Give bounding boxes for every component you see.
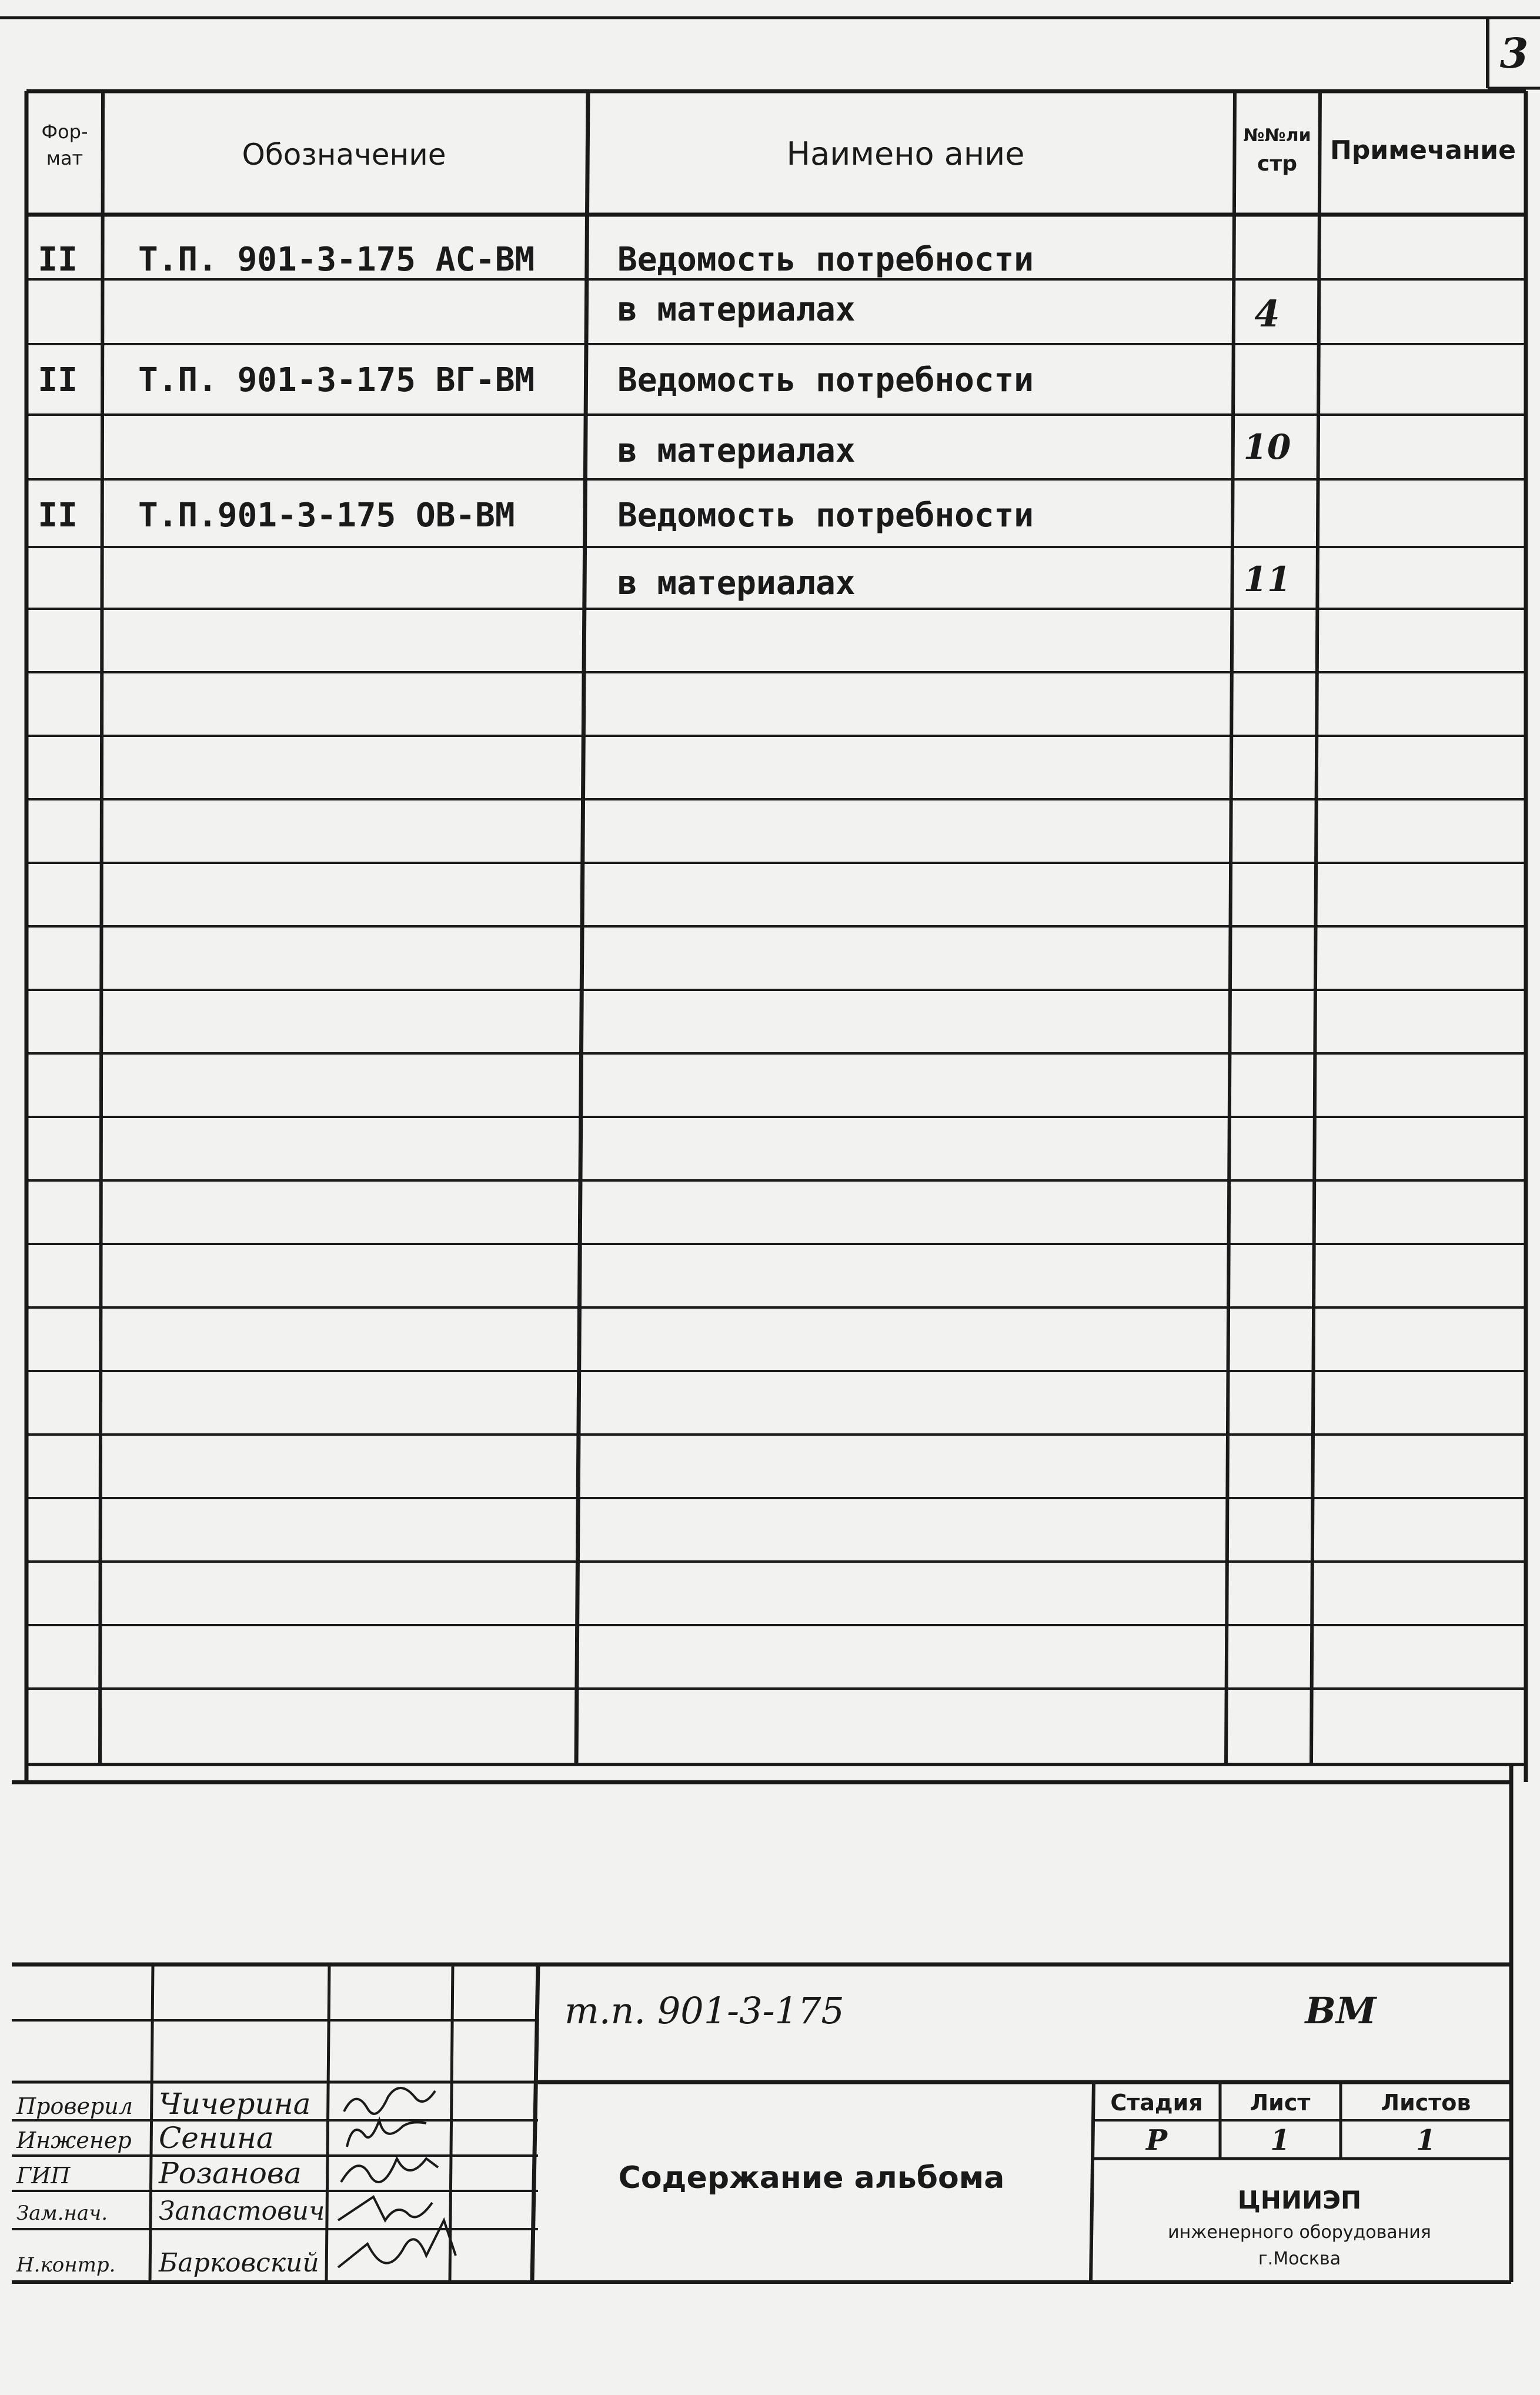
sheet-label: Лист xyxy=(1250,2090,1311,2116)
document-mark: ВМ xyxy=(1305,1989,1377,2032)
header-page-no-line2: стр xyxy=(1257,152,1297,176)
org-name-line2: инженерного оборудования xyxy=(1168,2222,1431,2243)
row-1-page: 4 xyxy=(1254,292,1280,335)
row-3-designation: Т.П.901-3-175 ОВ-ВМ xyxy=(138,496,515,535)
row-1-format: II xyxy=(38,241,78,279)
row-1-name-line1: Ведомость потребности xyxy=(617,241,1034,279)
page-number: 3 xyxy=(1499,29,1529,78)
header-name: Наимено ание xyxy=(786,135,1025,172)
row-2-name-line1: Ведомость потребности xyxy=(617,361,1034,399)
signature-name-2: Сенина xyxy=(159,2121,274,2155)
row-3-page: 11 xyxy=(1243,559,1291,599)
row-2-name-line2: в материалах xyxy=(617,432,856,470)
row-3-name-line2: в материалах xyxy=(617,564,856,602)
org-name-line1: ЦНИИЭП xyxy=(1237,2186,1362,2214)
header-format-line1: Фор- xyxy=(41,121,88,143)
header-page-no-line1: №№ли xyxy=(1243,125,1311,146)
org-name-line3: г.Москва xyxy=(1258,2249,1341,2269)
row-1-name-line2: в материалах xyxy=(617,291,856,329)
row-2-designation: Т.П. 901-3-175 ВГ-ВМ xyxy=(138,361,535,399)
row-3-format: II xyxy=(38,496,78,535)
row-3-name-line1: Ведомость потребности xyxy=(617,496,1034,535)
stage-value: Р xyxy=(1145,2124,1168,2157)
signature-role-4: Зам.нач. xyxy=(16,2201,108,2225)
signature-role-3: ГИП xyxy=(16,2163,71,2189)
signature-name-4: Запастович xyxy=(159,2196,325,2226)
signature-role-2: Инженер xyxy=(16,2127,132,2153)
document-title: Содержание альбома xyxy=(618,2160,1005,2196)
sheets-label: Листов xyxy=(1381,2090,1471,2116)
row-2-format: II xyxy=(38,361,78,399)
handwritten-signatures xyxy=(338,2088,456,2267)
signature-role-5: Н.контр. xyxy=(16,2253,116,2277)
signature-role-1: Проверил xyxy=(16,2093,133,2119)
header-format-line2: мат xyxy=(46,147,83,169)
signature-name-1: Чичерина xyxy=(159,2087,311,2121)
row-1-designation: Т.П. 901-3-175 АС-ВМ xyxy=(138,241,535,279)
sheet-value: 1 xyxy=(1270,2124,1290,2157)
sheets-value: 1 xyxy=(1416,2124,1436,2157)
row-2-page: 10 xyxy=(1243,427,1291,467)
header-note: Примечание xyxy=(1330,135,1516,165)
header-designation: Обозначение xyxy=(242,138,446,172)
signature-name-3: Розанова xyxy=(159,2156,302,2190)
document-code: т.п. 901-3-175 xyxy=(564,1989,844,2032)
signature-name-5: Барковский xyxy=(159,2248,319,2278)
table-grid xyxy=(26,91,1526,1764)
stage-label: Стадия xyxy=(1110,2090,1203,2116)
sheet-frame xyxy=(0,18,1540,2282)
